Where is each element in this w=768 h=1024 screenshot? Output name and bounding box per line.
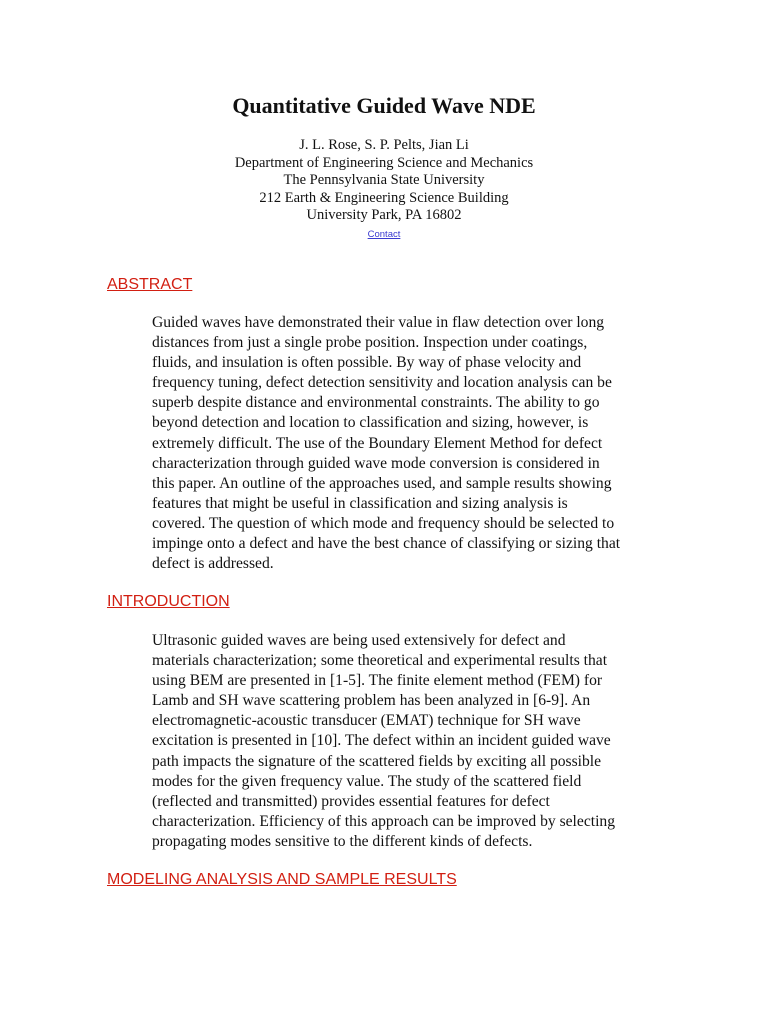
- text-line: propagating modes sensitive to the different kinds of defects.: [152, 832, 533, 850]
- text-line: defect is addressed.: [152, 555, 274, 573]
- text-line: characterization. Efficiency of this approach can be improved by selecting: [152, 812, 615, 830]
- text-line: (reflected and transmitted) provides essential features for defect: [152, 792, 550, 810]
- text-line: beyond detection and location to classification and sizing, however, is: [152, 414, 589, 432]
- section-heading-introduction: INTRODUCTION: [107, 593, 230, 610]
- text-line: using BEM are presented in [1-5]. The finite element method (FEM) for: [152, 672, 603, 690]
- text-line: covered. The question of which mode and frequency should be selected to: [152, 514, 615, 532]
- text-line: path impacts the signature of the scattered fields by exciting all possible: [152, 752, 602, 770]
- paper-title: Quantitative Guided Wave NDE: [232, 93, 536, 118]
- author-affiliation-block: [0, 137, 768, 243]
- author-university: The Pennsylvania State University: [283, 172, 485, 189]
- author-department: Department of Engineering Science and Mechanics: [234, 154, 534, 171]
- text-line: fluids, and insulation is often possible. By way of phase velocity and: [152, 354, 582, 372]
- text-line: superb despite distance and environmental constraints. The ability to go: [152, 394, 600, 412]
- text-line: excitation is presented in [10]. The defect within an incident guided wave: [152, 732, 611, 750]
- text-line: Guided waves have demonstrated their value in flaw detection over long: [152, 314, 605, 331]
- text-line: characterization through guided wave mode conversion is considered in: [152, 454, 600, 472]
- text-line: frequency tuning, defect detection sensitivity and location analysis can be: [152, 374, 612, 392]
- text-line: electromagnetic-acoustic transducer (EMAT) technique for SH wave: [152, 712, 581, 730]
- text-line: Ultrasonic guided waves are being used extensively for defect and: [152, 632, 566, 649]
- section-heading-abstract: ABSTRACT: [107, 276, 193, 293]
- text-line: impinge onto a defect and have the best chance of classifying or sizing that: [152, 535, 621, 553]
- section-heading-modeling: MODELING ANALYSIS AND SAMPLE RESULTS: [107, 871, 457, 888]
- author-building: 212 Earth & Engineering Science Building: [259, 189, 509, 206]
- text-line: this paper. An outline of the approaches used, and sample results showing: [152, 474, 612, 492]
- text-line: distances from just a single probe position. Inspection under coatings,: [152, 334, 588, 352]
- introduction-paragraph: [152, 631, 667, 852]
- text-line: extremely difficult. The use of the Boundary Element Method for defect: [152, 434, 603, 452]
- text-line: modes for the given frequency value. The study of the scattered field: [152, 772, 582, 790]
- author-names: J. L. Rose, S. P. Pelts, Jian Li: [299, 137, 469, 153]
- contact-link[interactable]: Contact: [367, 228, 401, 240]
- text-line: features that might be useful in classification and sizing analysis is: [152, 494, 568, 512]
- text-line: materials characterization; some theoretical and experimental results that: [152, 652, 608, 670]
- author-city: University Park, PA 16802: [306, 207, 462, 224]
- text-line: Lamb and SH wave scattering problem has been analyzed in [6-9]. An: [152, 692, 591, 710]
- abstract-paragraph: [152, 313, 667, 574]
